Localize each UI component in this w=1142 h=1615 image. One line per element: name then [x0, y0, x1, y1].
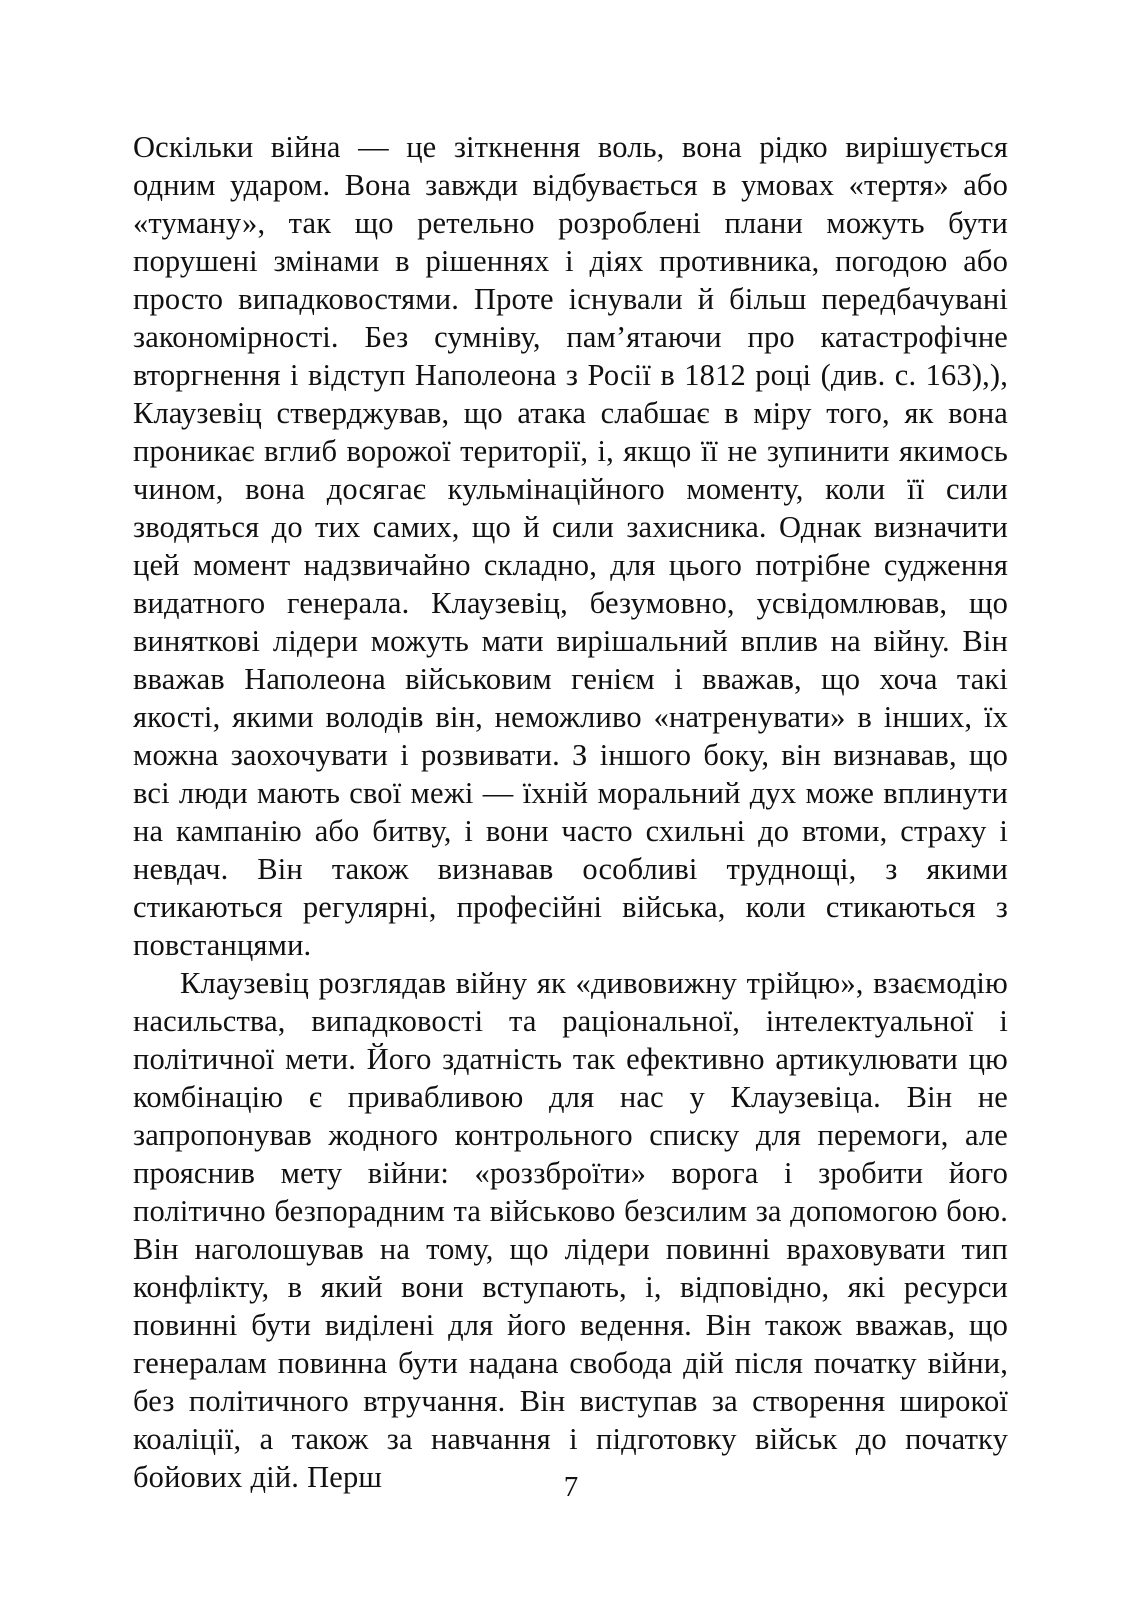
body-paragraph-1: Оскільки війна — це зіткнення воль, вона рідко вирішується одним ударом. Вона завжди відбувається в умовах «тертя» або «туману», так що ретельно розроблені плани можуть бути порушені змінами в рішеннях і діях противника, погодою або просто випадковостями. Проте існували й більш передбачувані закономірності. Без сумніву, пам’ятаючи про катастрофічне вторгнення і відступ Наполеона з Росії в 1812 році (див. с. 163),), Клаузевіц стверджував, що атака слабшає в міру того, як вона проникає вглиб ворожої території, і, якщо її не зупинити якимось чином, вона досягає кульмінаційного моменту, коли її сили зводяться до тих самих, що й сили захисника. Однак визначити цей момент надзвичайно складно, для цього потрібне судження видатного генерала. Клаузевіц, безумовно, усвідомлював, що виняткові лідери можуть мати вирішальний вплив на війну. Він вважав Наполеона військовим генієм і вважав, що хоча такі якості, якими володів він, неможливо «натренувати» в інших, їх можна заохочувати і розвивати. З іншого боку, він визнавав, що всі люди мають свої межі — їхній моральний дух може вплинути на кампанію або битву, і вони часто схильні до втоми, страху і невдач. Він також визнавав особливі труднощі, з якими стикаються регулярні, професійні війська, коли стикаються з повстанцями. — [133, 130, 1008, 962]
page-number: 7 — [563, 1471, 579, 1503]
page-text-column — [133, 128, 1008, 1496]
body-paragraph-2: Клаузевіц розглядав війну як «дивовижну трійцю», взаємодію насильства, випадковості та раціональної, інтелектуальної і політичної мети. Його здатність так ефективно артикулювати цю комбінацію є привабливою для нас у Клаузевіца. Він не запропонував жодного контрольного списку для перемоги, але прояснив мету війни: «роззброїти» ворога і зробити його політично безпорадним та військово безсилим за допомогою бою. Він наголошував на тому, що лідери повинні враховувати тип конфлікту, в який вони вступають, і, відповідно, які ресурси повинні бути виділені для його ведення. Він також вважав, що генералам повинна бути надана свобода дій після початку війни, без політичного втручання. Він виступав за створення широкої коаліції, а також за навчання і підготовку військ до початку бойових дій. Перш — [133, 966, 1008, 1494]
